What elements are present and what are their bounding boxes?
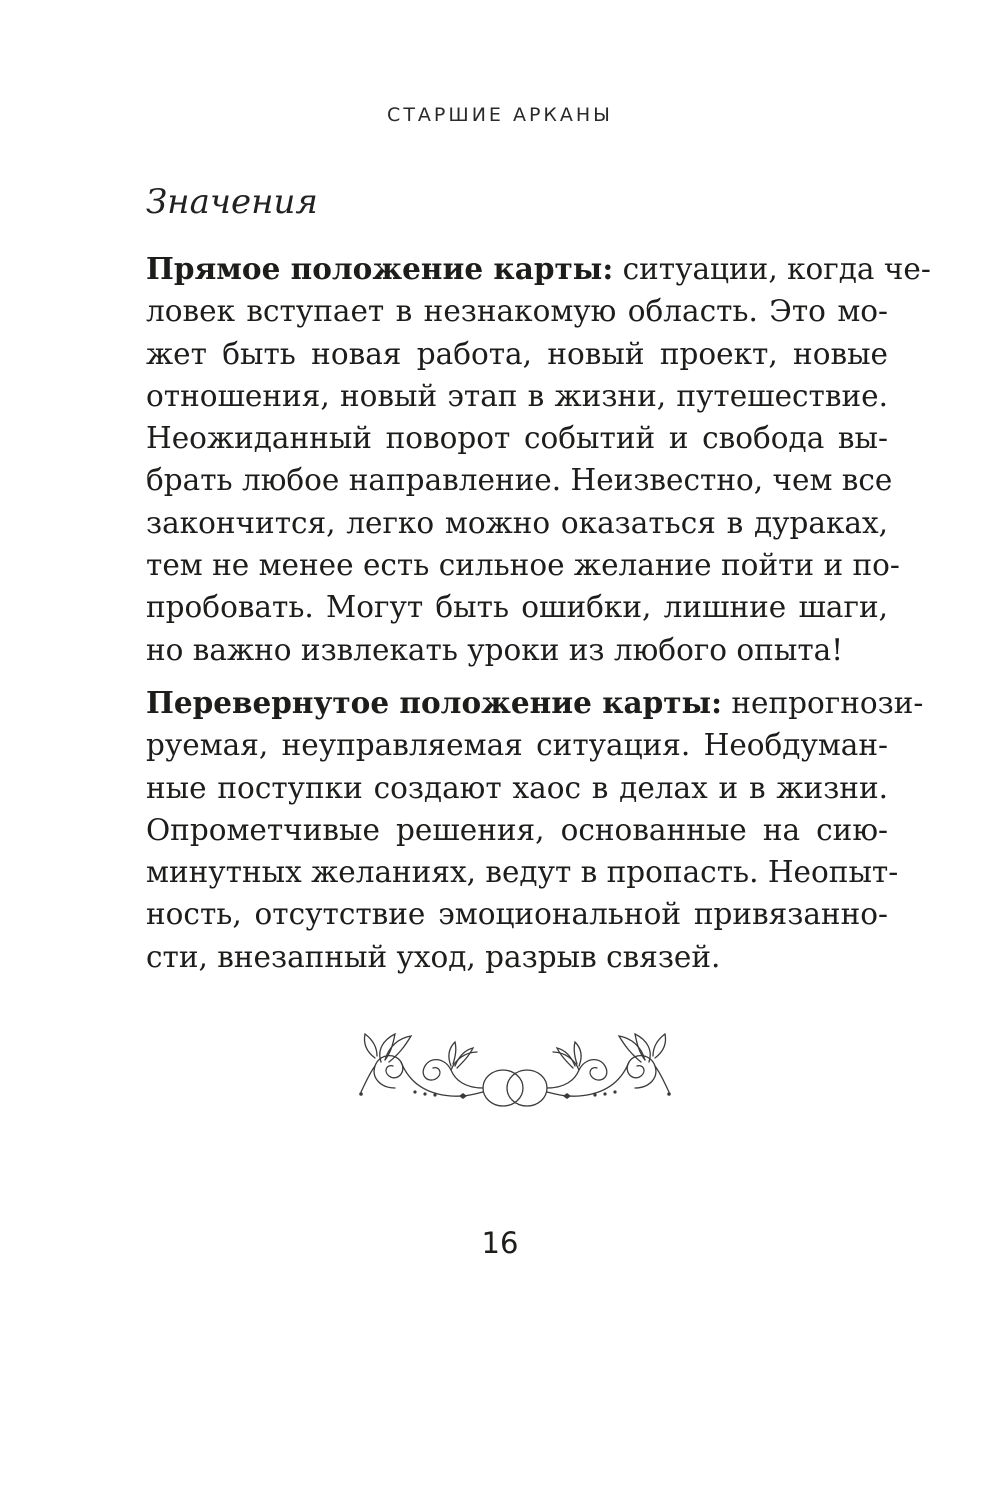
text-line: пробовать. Могут быть ошибки, лишние шаги, (146, 590, 888, 625)
text-line: ность, отсутствие эмоциональной привязанно- (146, 897, 888, 932)
text-line: брать любое направление. Неизвестно, чем все (146, 463, 893, 498)
text-line: ные поступки создают хаос в делах и в жизни. (146, 770, 888, 805)
reversed-label: Перевернутое положение карты: (146, 685, 722, 720)
section-title: Значения (146, 182, 318, 222)
floral-divider-icon (355, 1022, 675, 1118)
upright-label: Прямое положение карты: (146, 251, 614, 286)
page-number: 16 (481, 1226, 519, 1260)
text-line: Неожиданный поворот событий и свобода вы- (146, 421, 888, 456)
text-line: отношения, новый этап в жизни, путешествие. (146, 378, 888, 413)
text-line: тем не менее есть сильное желание пойти и по- (146, 548, 900, 583)
text-line: Перевернутое положение карты: непрогнози- (146, 685, 924, 720)
text-line: закончится, легко можно оказаться в дураках, (146, 505, 888, 540)
text-line: ловек вступает в незнакомую область. Это мо- (146, 294, 888, 329)
text-line: Опрометчивые решения, основанные на сию- (146, 812, 888, 847)
text-line: минутных желаниях, ведут в пропасть. Неопыт- (146, 855, 899, 890)
text-line: руемая, неуправляемая ситуация. Необдуман- (146, 728, 888, 763)
upright-meaning-paragraph (146, 248, 931, 671)
text-line: жет быть новая работа, новый проект, новые (146, 336, 888, 371)
text-line: сти, внезапный уход, разрыв связей. (146, 939, 721, 974)
text-line: Прямое положение карты: ситуации, когда че- (146, 251, 931, 286)
running-head: СТАРШИЕ АРКАНЫ (387, 104, 613, 126)
text-line: но важно извлекать уроки из любого опыта! (146, 632, 844, 667)
reversed-meaning-paragraph (146, 682, 924, 978)
